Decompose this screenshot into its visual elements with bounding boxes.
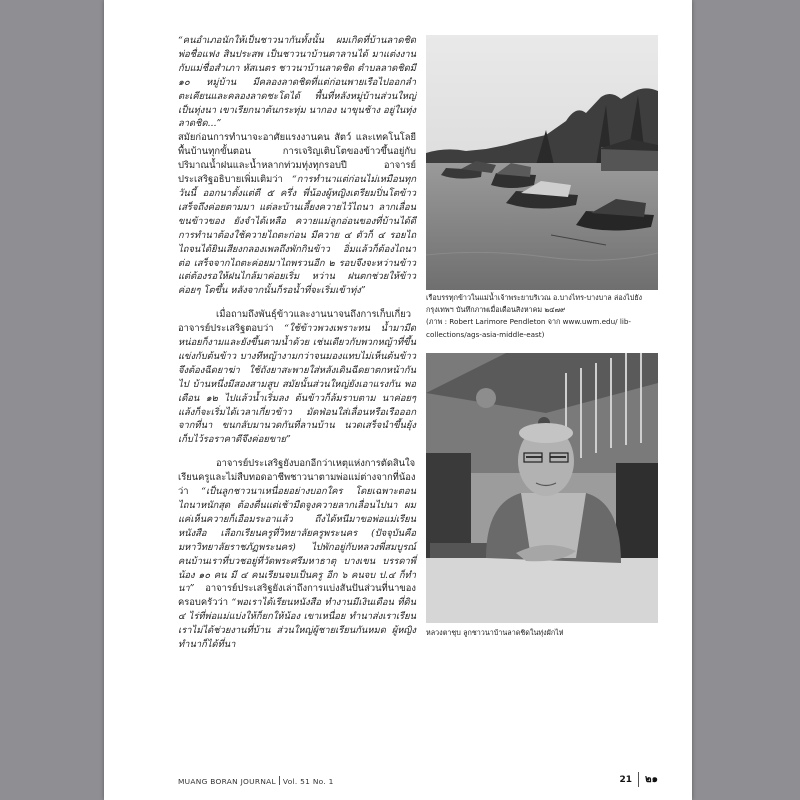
monk-portrait-photo: [426, 353, 658, 623]
photo1-caption: [426, 292, 658, 341]
photo1-caption-title: เรือบรรทุกข้าวในแม่น้ำเจ้าพระยาบริเวณ อ.บางไทร-บางบาล ล่องไปยังกรุงเทพฯ บันทึกภาพเมื่อเดือนสิงหาคม ๒๔๗๙: [426, 293, 643, 315]
article-body-column: [178, 34, 416, 652]
monk-portrait-image: [426, 353, 658, 623]
paragraph-1: “คนอำเภอนักให้เป็นชาวนากันทั้งนั้น ผมเกิดที่บ้านลาดชิด พ่อชื่อแฟง สินประสพ เป็นชาวนาบ้านตาลานได้ มาแต่งงานกับแม่ชื่อสำเภา หัสเนตร ชาวนาบ้านลาดชิด ตำบลลาดชิดมี ๑๐ หมู่บ้าน มีคลองลาดชิดที่แต่ก่อนพายเรือไปออกลำตะเคียนและคลองลาดชะโดได้ พื้นที่หลังหมู่บ้านส่วนใหญ่เป็นทุ่งนา เขาเรียกนาต้นกระทุ่ม นากอง นาขุนช้าง อยู่ในทุ่งลาดชิด...”: [178, 35, 416, 130]
two-column-layout: [178, 34, 658, 652]
photo1-caption-credit: (ภาพ : Robert Larimore Pendleton จาก www.uwm.edu/ lib-collections/ags-asia-middle-east): [426, 317, 632, 339]
paragraph-4-text: อาจารย์ประเสริฐยังบอกอีกว่าเหตุแห่งการตัดสินใจเรียนครูและไม่สืบทอดอาชีพชาวนาตามพ่อแม่ต่างจากที่น้อง ว่า: [178, 458, 416, 498]
journal-title: MUANG BORAN JOURNAL: [178, 777, 276, 786]
paragraph-3: [178, 308, 416, 447]
boats-photo: [426, 35, 658, 290]
page-footer: [178, 774, 658, 788]
footer-separator: [279, 776, 280, 785]
photo-column: [426, 35, 658, 652]
paragraph-3-quote: “ใช้ข้าวพวงเพราะทน น้ำมามีดหน่อยก็งามและยังขึ้นตามน้ำด้วย เช่นเดียวกับพวกหญ้าที่ขึ้นแข่งกับต้นข้าว บางทีหญ้างามกว่าจนมองแทบไม่เห็นต้นข้าว จึงต้องฉีดยาฆ่า ใช้ถังยาสะพายใส่หลังเดินฉีดยาตกหน้ากันไป บ้านหนึ่งมีสองสามสูบ สมัยนั้นส่วนใหญ่ยังเอาแรงกัน พอเดือน ๑๒ ไปแล้วน้ำเริ่มลง ต้นข้าวก็ล้มราบตาม นาค่อยๆ แล้งก็จะเริ่มได้เวลาเกี่ยวข้าว มัดฟ่อนใส่เลื่อนหรือเรือออกจากที่นา ขนกลับมานวดกันที่ลานบ้าน นวดเสร็จนำขึ้นยุ้งเก็บไว้รอราคาดีจึงค่อยขาย”: [178, 323, 416, 446]
page-number: 21: [619, 774, 633, 785]
paragraph-5-quote: “พอเราได้เรียนหนังสือ ทำงานมีเงินเดือน ที่ดิน ๔ ไร่ที่พ่อแม่แบ่งให้ก็ยกให้น้อง เขาเหนื่อย ทำนาส่งเราเรียน เราไม่ได้ช่วยงานที่บ้าน ส่วนใหญ่ผู้ชายเรียนกันหมด ผู้หญิงทำนาก็ได้ที่นา: [178, 597, 416, 651]
paragraph-3-text: เมื่อถามถึงพันธุ์ข้าวและงานนาจนถึงการเก็บเกี่ยว อาจารย์ประเสริฐตอบว่า: [178, 309, 411, 335]
paragraph-5-text: อาจารย์ประเสริฐยังเล่าถึงการแบ่งสันปันส่วนที่นาของครอบครัวว่า: [178, 583, 416, 609]
journal-name: [178, 776, 334, 786]
journal-volume: Vol. 51 No. 1: [282, 777, 334, 786]
paragraph-4: [178, 457, 416, 652]
paragraph-2: [178, 131, 416, 298]
page-number-thai: ๒๑: [638, 772, 658, 787]
paragraph-2-quote: “การทำนาแต่ก่อนไม่เหมือนทุกวันนี้ ออกนาตั้งแต่ตี ๕ ครึ่ง พี่น้องผู้หญิงเตรียมปิ่นโตข้าวเสร็จถึงค่อยตามมา แต่ละบ้านเลี้ยงควายไว้ไถนา ลากเลื่อนขนข้าวของ ยังจำได้เหลือ ควายแม่ลูกอ่อนของที่บ้านได้ดี การทำนาต้องใช้ควายไถตะก่อน มีควาย ๔ ตัวก็ ๔ รอยไถ ไถจนได้ยินเสียงกลองเพลถึงพักกินข้าว อิ่มแล้วก็ต้องไถนาต่อ เสร็จจากไถตะค่อยมาไถพรวนอีก ๒ รอบจึงจะหว่านข้าว แต่ต้องรอให้ฝนไกล้มาค่อยเริ่ม หว่าน ฝนตกช่วยให้ข้าวค่อยๆ โตขึ้น หลังจากนั้นก็รอน้ำที่จะเริ่มเข้าทุ่ง”: [178, 174, 416, 297]
photo2-caption: หลวงตาชุบ ลูกชาวนาบ้านลาดชิดในทุ่งผักไห่: [426, 627, 564, 637]
page-number-box: [614, 772, 658, 787]
paragraph-2-text: สมัยก่อนการทำนาจะอาศัยแรงงานคน สัตว์ และเทคโนโลยีพื้นบ้านทุกขั้นตอน การเจริญเติบโตของข้าวขึ้นอยู่กับปริมาณน้ำฝนและน้ำหลากท่วมทุ่งทุกรอบปี อาจารย์ประเสริฐอธิบายเพิ่มเติมว่า: [178, 132, 416, 186]
magazine-page: [104, 0, 692, 800]
boats-photo-image: [426, 35, 658, 290]
paragraph-4-quote: “เป็นลูกชาวนาเหนื่อยอย่างบอกใคร โดยเฉพาะตอนไถนาหนักสุด ต้องตื่นแต่เช้ามืดจูงควายลากเลื่อนไปนา ผมแค่เห็นควายก็เอือมระอาแล้ว ถึงได้หนีมาขอพ่อแม่เรียนหนังสือ เลือกเรียนครูที่วิทยาลัยครูพระนคร (ปัจจุบันคือมหาวิทยาลัยราชภัฏพระนคร) ไปพักอยู่กับหลวงพี่สมบูรณ์ คนบ้านเราที่บวชอยู่ที่วัดพระศรีมหาธาตุ บางเขน บรรดาพี่น้อง ๑๐ คน มี ๔ คนเรียนจบเป็นครู อีก ๖ คนจบ ป.๔ ก็ทำนา”: [178, 486, 416, 595]
